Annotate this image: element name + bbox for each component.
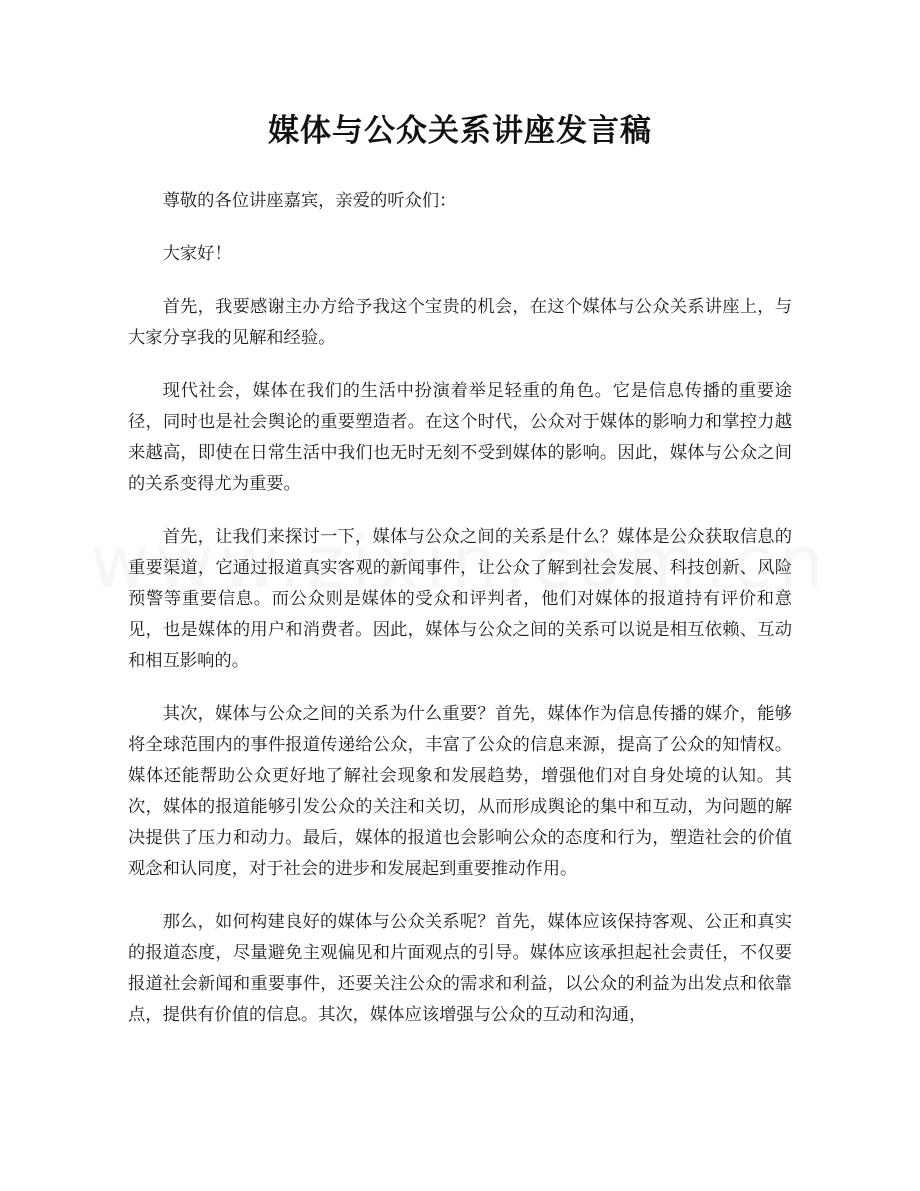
document-body	[128, 186, 792, 1053]
paragraph-media-role: 现代社会，媒体在我们的生活中扮演着举足轻重的角色。它是信息传播的重要途径，同时也是社会舆论的重要塑造者。在这个时代，公众对于媒体的影响力和掌控力越来越高，即使在日常生活中我们也无时无刻不受到媒体的影响。因此，媒体与公众之间的关系变得尤为重要。	[128, 381, 792, 494]
paragraph-thanks: 首先，我要感谢主办方给予我这个宝贵的机会，在这个媒体与公众关系讲座上，与大家分享我的见解和经验。	[128, 297, 792, 348]
page-title: 媒体与公众关系讲座发言稿	[268, 113, 652, 149]
paragraph-importance: 其次，媒体与公众之间的关系为什么重要？首先，媒体作为信息传播的媒介，能够将全球范围内的事件报道传递给公众，丰富了公众的信息来源，提高了公众的知情权。媒体还能帮助公众更好地了解社会现象和发展趋势，增强他们对自身处境的认知。其次，媒体的报道能够引发公众的关注和关切，从而形成舆论的集中和互动，为问题的解决提供了压力和动力。最后，媒体的报道也会影响公众的态度和行为，塑造社会的价值观念和认同度，对于社会的进步和发展起到重要推动作用。	[128, 704, 792, 879]
paragraph-salutation: 尊敬的各位讲座嘉宾，亲爱的听众们：	[162, 191, 457, 211]
paragraph-greeting: 大家好！	[162, 244, 232, 264]
paragraph-relationship: 首先，让我们来探讨一下，媒体与公众之间的关系是什么？媒体是公众获取信息的重要渠道，它通过报道真实客观的新闻事件，让公众了解到社会发展、科技创新、风险预警等重要信息。而公众则是媒体的受众和评判者，他们对媒体的报道持有评价和意见，也是媒体的用户和消费者。因此，媒体与公众之间的关系可以说是相互依赖、互动和相互影响的。	[128, 527, 792, 671]
paragraph-building-relations: 那么，如何构建良好的媒体与公众关系呢？首先，媒体应该保持客观、公正和真实的报道态度，尽量避免主观偏见和片面观点的引导。媒体应该承担起社会责任，不仅要报道社会新闻和重要事件，还要关注公众的需求和利益，以公众的利益为出发点和依靠点，提供有价值的信息。其次，媒体应该增强与公众的互动和沟通，	[128, 912, 792, 1025]
